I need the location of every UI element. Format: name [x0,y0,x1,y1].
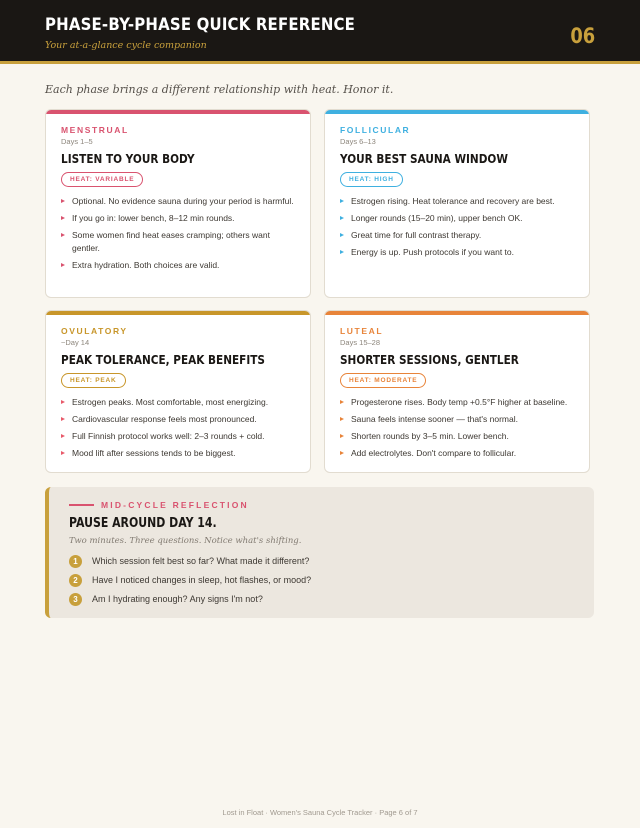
list-item: Some women find heat eases cramping; others want gentler. [61,229,297,255]
list-item: Full Finnish protocol works well: 2–3 rounds + cold. [61,430,297,443]
list-item: Great time for full contrast therapy. [340,229,576,242]
bullet-arrow-icon [61,233,65,237]
phase-label: OVULATORY [61,326,128,336]
question-item [69,573,311,592]
list-item: If you go in: lower bench, 8–12 min rounds. [61,212,297,225]
page-subtitle: Your at-a-glance cycle companion [45,40,207,51]
bullet-arrow-icon [61,417,65,421]
phase-title: PEAK TOLERANCE, PEAK BENEFITS [61,352,265,367]
question-item [69,554,311,573]
phase-title: YOUR BEST SAUNA WINDOW [340,151,508,166]
page-footer: Lost in Float · Women's Sauna Cycle Tracker · Page 6 of 7 [222,808,418,817]
bullet-arrow-icon [61,451,65,455]
question-text: Which session felt best so far? What made it different? [92,556,310,566]
phase-card-follicular [324,109,590,298]
phase-days: Days 15–28 [340,338,381,347]
divider [69,504,94,506]
phase-tips [340,195,576,263]
question-text: Have I noticed changes in sleep, hot flashes, or mood? [92,575,312,585]
phase-card-menstrual [45,109,311,298]
phase-days: Days 6–13 [340,137,376,146]
question-text: Am I hydrating enough? Any signs I'm not? [92,594,263,604]
card-accent-bar [46,311,310,315]
number-badge: 3 [69,593,82,606]
bullet-arrow-icon [340,417,344,421]
bullet-arrow-icon [61,434,65,438]
page-title: PHASE-BY-PHASE QUICK REFERENCE [45,15,356,35]
reflection-title: PAUSE AROUND DAY 14. [69,516,217,531]
bullet-arrow-icon [340,233,344,237]
card-accent-bar [325,311,589,315]
question-list [69,554,311,611]
list-item: Estrogen rising. Heat tolerance and recovery are best. [340,195,576,208]
list-item: Longer rounds (15–20 min), upper bench OK. [340,212,576,225]
bullet-arrow-icon [340,250,344,254]
list-item: Progesterone rises. Body temp +0.5°F higher at baseline. [340,396,576,409]
bullet-arrow-icon [61,216,65,220]
list-item: Add electrolytes. Don't compare to follicular. [340,447,576,460]
phase-card-luteal [324,310,590,473]
bullet-arrow-icon [340,216,344,220]
phase-days: ~Day 14 [61,338,90,347]
card-accent-bar [325,110,589,114]
list-item: Energy is up. Push protocols if you want to. [340,246,576,259]
phase-days: Days 1–5 [61,137,93,146]
intro-text: Each phase brings a different relationship with heat. Honor it. [45,83,394,96]
phase-label: MENSTRUAL [61,125,129,135]
phase-tips [61,195,297,276]
list-item: Mood lift after sessions tends to be biggest. [61,447,297,460]
question-item [69,592,311,611]
mid-cycle-reflection [45,487,594,618]
phase-label: LUTEAL [340,326,384,336]
reflection-label: MID-CYCLE REFLECTION [101,500,249,510]
phase-tips [340,396,576,464]
bullet-arrow-icon [340,434,344,438]
list-item: Extra hydration. Both choices are valid. [61,259,297,272]
heat-badge: HEAT: MODERATE [340,373,426,388]
list-item: Optional. No evidence sauna during your period is harmful. [61,195,297,208]
list-item: Shorten rounds by 3–5 min. Lower bench. [340,430,576,443]
phase-title: SHORTER SESSIONS, GENTLER [340,352,519,367]
bullet-arrow-icon [61,199,65,203]
reflection-subtitle: Two minutes. Three questions. Notice what's shifting. [69,536,302,546]
heat-badge: HEAT: VARIABLE [61,172,143,187]
heat-badge: HEAT: PEAK [61,373,126,388]
bullet-arrow-icon [340,400,344,404]
phase-tips [61,396,297,464]
section-number: 06 [570,24,595,48]
phase-card-ovulatory [45,310,311,473]
bullet-arrow-icon [61,263,65,267]
number-badge: 2 [69,574,82,587]
list-item: Cardiovascular response feels most pronounced. [61,413,297,426]
card-accent-bar [46,110,310,114]
bullet-arrow-icon [61,400,65,404]
page-header [0,0,640,64]
heat-badge: HEAT: HIGH [340,172,403,187]
bullet-arrow-icon [340,199,344,203]
number-badge: 1 [69,555,82,568]
bullet-arrow-icon [340,451,344,455]
phase-label: FOLLICULAR [340,125,411,135]
phase-title: LISTEN TO YOUR BODY [61,151,195,166]
list-item: Estrogen peaks. Most comfortable, most energizing. [61,396,297,409]
list-item: Sauna feels intense sooner — that's normal. [340,413,576,426]
